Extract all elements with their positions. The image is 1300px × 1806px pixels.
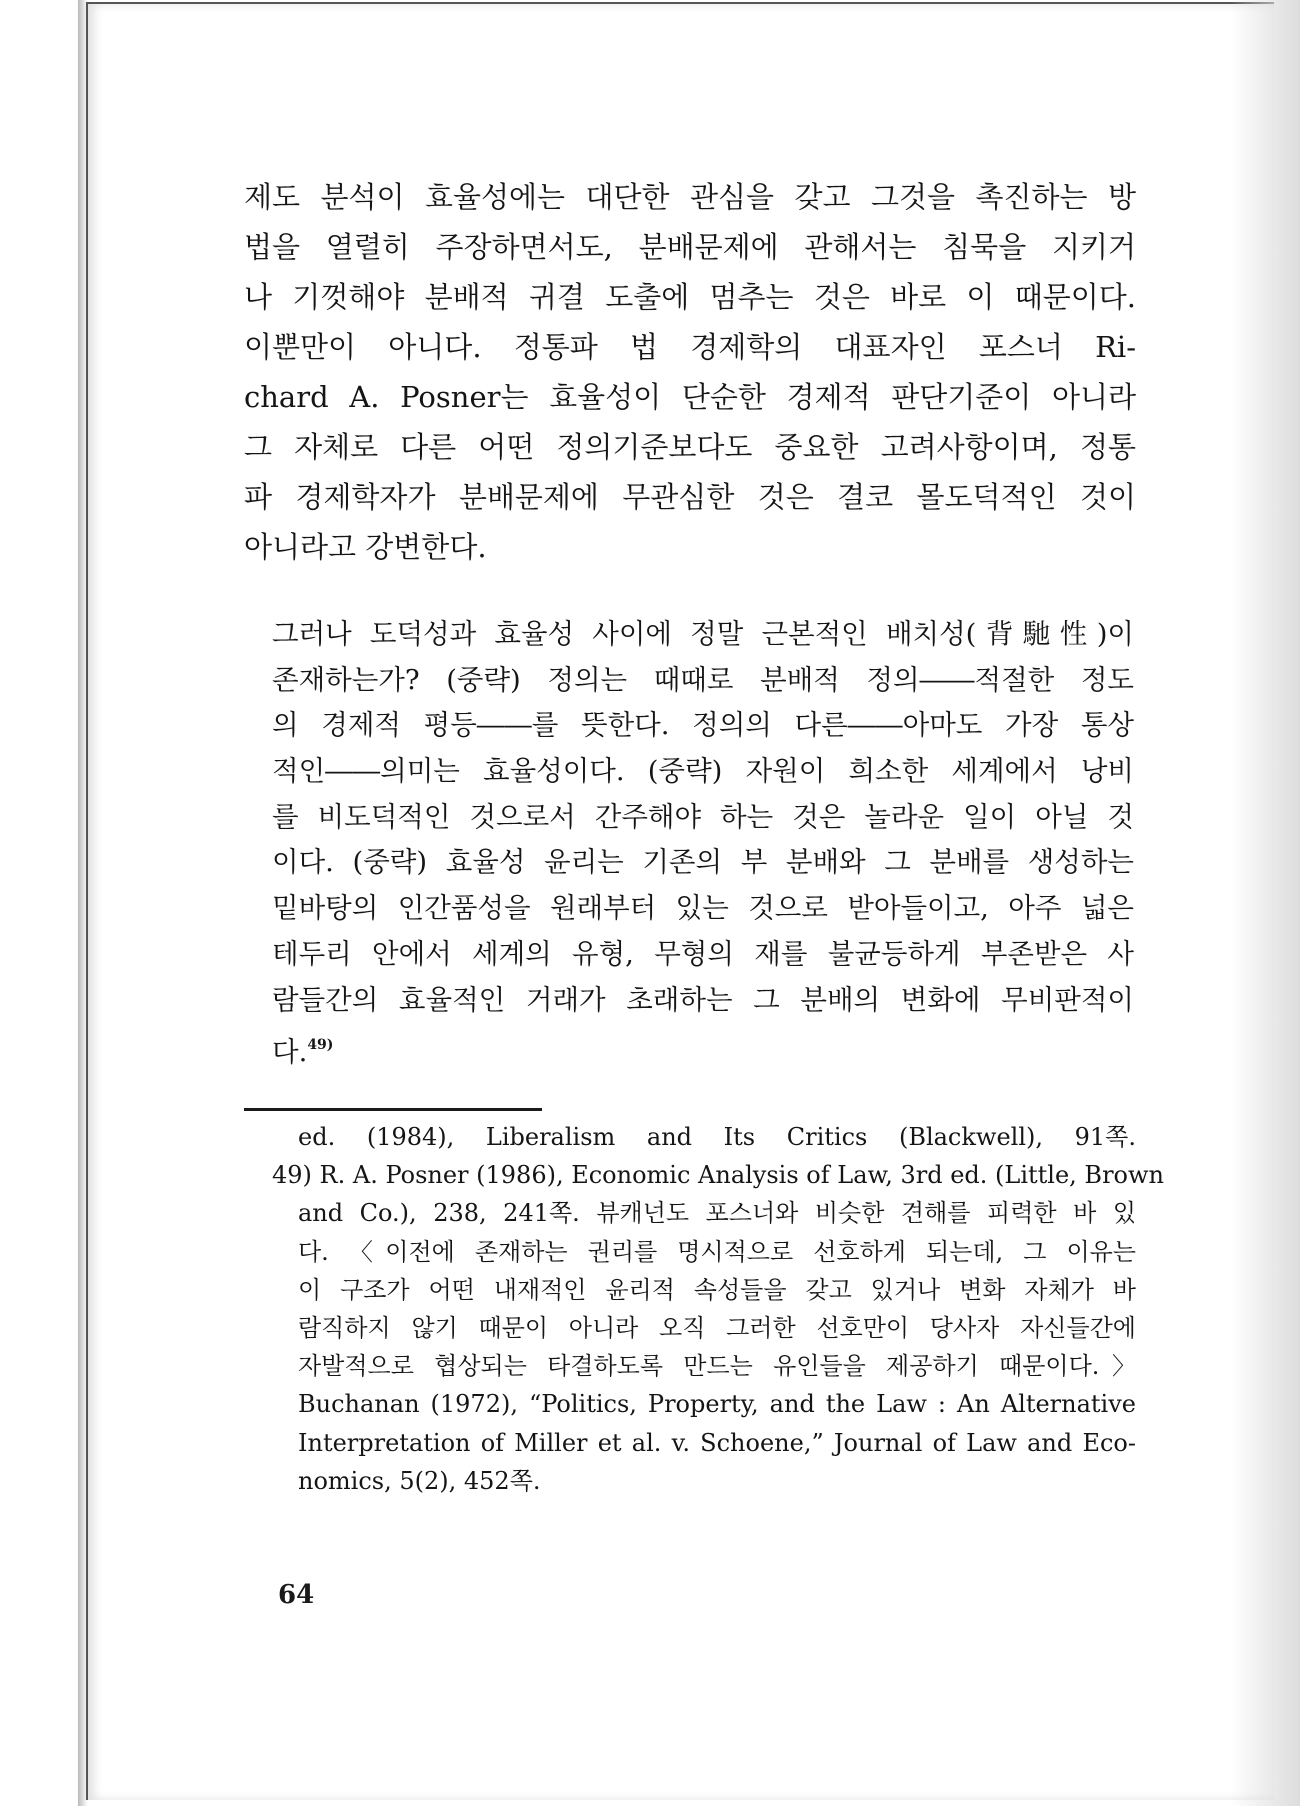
footnote-line: and Co.), 238, 241쪽. 뷰캐넌도 포스너와 비슷한 견해를 피력한 바 있: [298, 1199, 1136, 1228]
quote-line: 의 경제적 평등――를 뜻한다. 정의의 다른――아마도 가장 통상: [272, 709, 1134, 742]
footnote-line: 자발적으로 협상되는 타결하도록 만드는 유인들을 제공하기 때문이다.〉: [298, 1352, 1136, 1381]
quote-line: 이다. (중략) 효율성 윤리는 기존의 부 분배와 그 분배를 생성하는: [272, 846, 1134, 879]
footnote-line: 람직하지 않기 때문이 아니라 오직 그러한 선호만이 당사자 자신들간에: [298, 1313, 1136, 1342]
footnote-line: nomics, 5(2), 452쪽.: [298, 1466, 541, 1495]
page-shadow: [1230, 0, 1300, 1806]
quote-line: 그러나 도덕성과 효율성 사이에 정말 근본적인 배치성(背馳性)이: [272, 618, 1134, 650]
quote-line: 적인――의미는 효율성이다. (중략) 자원이 희소한 세계에서 낭비: [272, 755, 1134, 788]
quote-line: 테두리 안에서 세계의 유형, 무형의 재를 불균등하게 부존받은 사: [272, 937, 1134, 970]
body-line: chard A. Posner는 효율성이 단순한 경제적 판단기준이 아니라: [244, 380, 1136, 414]
footnote-line: 49) R. A. Posner (1986), Economic Analysis of Law, 3rd ed. (Little, Brown: [272, 1161, 1164, 1190]
page-number: 64: [278, 1580, 315, 1610]
body-line: 제도 분석이 효율성에는 대단한 관심을 갖고 그것을 촉진하는 방: [244, 180, 1136, 214]
footnote-line: 다. 〈이전에 존재하는 권리를 명시적으로 선호하게 되는데, 그 이유는: [298, 1237, 1136, 1266]
footnote-marker: 49): [307, 1037, 334, 1054]
body-line: 아니라고 강변한다.: [244, 530, 487, 564]
quote-last-line: [272, 1023, 1134, 1069]
quote-line: 존재하는가? (중략) 정의는 때때로 분배적 정의――적절한 정도: [272, 663, 1134, 696]
quote-line: 다.: [272, 1036, 308, 1069]
footnote-line: ed. (1984), Liberalism and Its Critics (Blackwell), 91쪽.: [298, 1123, 1136, 1151]
body-line: 이뿐만이 아니다. 정통파 법 경제학의 대표자인 포스너 Ri-: [244, 330, 1136, 364]
quote-line: 람들간의 효율적인 거래가 초래하는 그 분배의 변화에 무비판적이: [272, 983, 1134, 1016]
footnote-line: Buchanan (1972), “Politics, Property, and the Law : An Alternative: [298, 1390, 1136, 1419]
body-line: 법을 열렬히 주장하면서도, 분배문제에 관해서는 침묵을 지키거: [244, 230, 1136, 264]
body-line: 파 경제학자가 분배문제에 무관심한 것은 결코 몰도덕적인 것이: [244, 480, 1136, 514]
quote-line: 를 비도덕적인 것으로서 간주해야 하는 것은 놀라운 일이 아닐 것: [272, 800, 1134, 833]
body-line: 그 자체로 다른 어떤 정의기준보다도 중요한 고려사항이며, 정통: [244, 430, 1136, 464]
block-quote: [272, 612, 1134, 1069]
footnotes: [272, 1118, 1164, 1500]
footnote-divider: [244, 1108, 542, 1111]
quote-line: 밑바탕의 인간품성을 원래부터 있는 것으로 받아들이고, 아주 넓은: [272, 892, 1134, 925]
footnote-line: 이 구조가 어떤 내재적인 윤리적 속성들을 갖고 있거나 변화 자체가 바: [298, 1275, 1136, 1304]
footnote-line: Interpretation of Miller et al. v. Schoene,” Journal of Law and Eco-: [298, 1428, 1136, 1457]
main-body-text: [244, 172, 1136, 572]
body-line: 나 기껏해야 분배적 귀결 도출에 멈추는 것은 바로 이 때문이다.: [244, 280, 1136, 314]
